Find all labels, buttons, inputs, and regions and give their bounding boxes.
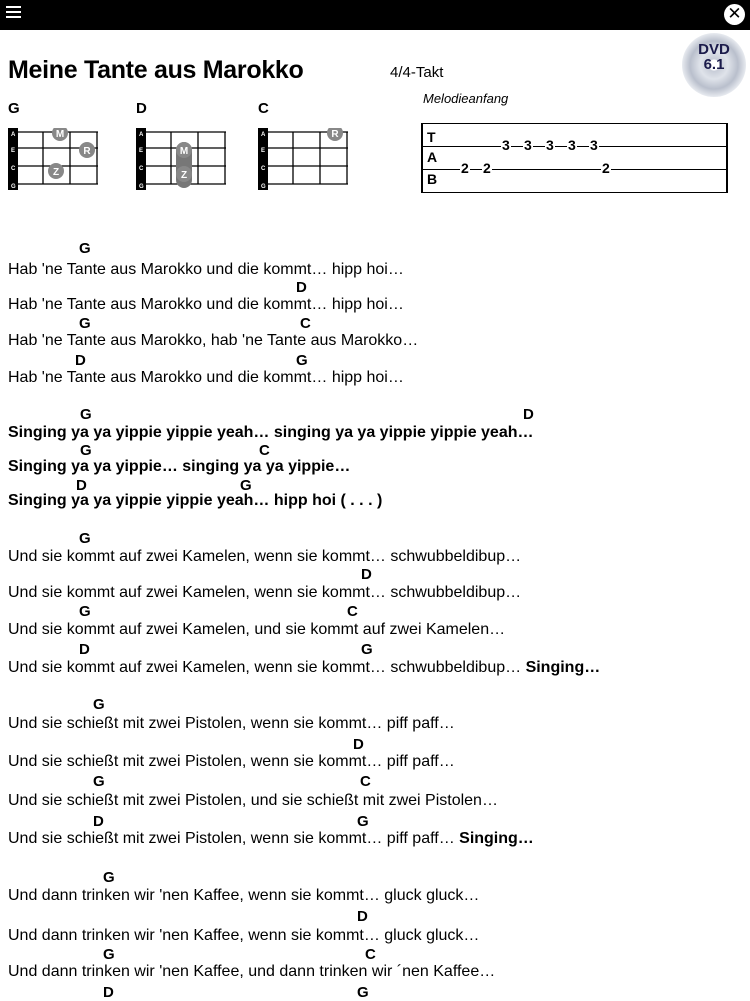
lyric-line: Hab 'ne Tante aus Marokko und die kommt… hipp hoi… [8, 296, 404, 313]
lyric-line: Und sie schießt mit zwei Pistolen, und sie schießt mit zwei Pistolen… [8, 792, 498, 809]
chord-symbol: C [365, 946, 376, 963]
chord-symbol: D [79, 641, 90, 658]
string-label: G [11, 184, 16, 190]
tab-note: 2 [461, 160, 469, 176]
tab-label: A [427, 149, 438, 165]
string-label: G [261, 184, 266, 190]
chord-symbol: D [523, 406, 534, 423]
chord-symbol: D [353, 736, 364, 753]
chord-symbol: G [79, 240, 91, 257]
chord-symbol: G [79, 603, 91, 620]
finger-label: R [83, 146, 91, 157]
chord-symbol: G [80, 406, 92, 423]
chord-symbol: D [361, 566, 372, 583]
string-label: E [139, 148, 144, 154]
finger-label: R [331, 129, 339, 140]
chord-symbol: G [80, 442, 92, 459]
tab-note: 3 [524, 137, 532, 153]
lyric-line: Singing ya ya yippie yippie yeah… singing ya ya yippie yippie yeah… [8, 424, 534, 441]
lyric-text: Und sie kommt auf zwei Kamelen, wenn sie kommt… schwubbeldibup… [8, 659, 522, 676]
chord-symbol: C [300, 315, 311, 332]
chord-symbol: G [103, 869, 115, 886]
chord-symbol: G [79, 315, 91, 332]
chord-symbol: G [357, 813, 369, 830]
fretboard-g [8, 128, 98, 190]
tab-label: B [427, 171, 438, 187]
chord-symbol: D [76, 477, 87, 494]
string-label: C [139, 166, 144, 172]
chord-symbol: G [79, 530, 91, 547]
chord-symbol: G [93, 773, 105, 790]
chord-symbol: G [103, 946, 115, 963]
chord-name-d [136, 100, 147, 118]
string-label: C [11, 166, 16, 172]
lyric-line: Hab 'ne Tante aus Marokko, hab 'ne Tante aus Marokko… [8, 332, 419, 349]
lyric-line [8, 659, 600, 677]
chord-symbol: G [296, 352, 308, 369]
lyric-line: Und sie kommt auf zwei Kamelen, wenn sie kommt… schwubbeldibup… [8, 548, 522, 565]
lyric-line: Singing ya ya yippie yippie yeah… hipp hoi ( . . . ) [8, 492, 383, 509]
chord-symbol: D [357, 908, 368, 925]
tab-note: 3 [546, 137, 554, 153]
chord-symbol: G [357, 984, 369, 1001]
lyric-line: Und dann trinken wir 'nen Kaffee, wenn sie kommt… gluck gluck… [8, 887, 480, 904]
close-button[interactable]: ✕ [724, 4, 745, 25]
string-label: A [11, 132, 16, 138]
chord-label: C [258, 100, 269, 117]
dvd-badge [682, 33, 746, 97]
chord-symbol: G [361, 641, 373, 658]
lyric-line: Und dann trinken wir 'nen Kaffee, wenn sie kommt… gluck gluck… [8, 927, 480, 944]
dvd-label: DVD [698, 41, 730, 58]
string-label: A [139, 132, 144, 138]
lyric-line [8, 830, 534, 848]
chord-name-g [8, 100, 20, 118]
menu-icon[interactable] [6, 6, 21, 21]
lyric-line: Und dann trinken wir 'nen Kaffee, und dann trinken wir ´nen Kaffee… [8, 963, 496, 980]
tab-note: 3 [568, 137, 576, 153]
chord-symbol: D [93, 813, 104, 830]
string-label: E [261, 148, 266, 154]
fretboard-c [258, 128, 348, 190]
melodie-label: Melodieanfang [423, 91, 509, 106]
lyric-line: Und sie schießt mit zwei Pistolen, wenn sie kommt… piff paff… [8, 753, 455, 770]
chord-label: G [8, 100, 20, 117]
string-label: G [139, 184, 144, 190]
chord-symbol: G [240, 477, 252, 494]
lyric-line: Singing ya ya yippie… singing ya ya yippie… [8, 458, 351, 475]
time-signature: 4/4-Takt [390, 64, 444, 81]
string-label: E [11, 148, 16, 154]
lyric-bold-suffix: Singing… [459, 830, 534, 847]
fretboard-d [136, 128, 226, 190]
chord-symbol: D [75, 352, 86, 369]
tab-note: 2 [483, 160, 491, 176]
lyric-bold-suffix: Singing… [525, 659, 601, 676]
tab-note: 3 [502, 137, 510, 153]
finger-label: Z [52, 167, 60, 178]
chord-label: D [136, 100, 147, 117]
lyric-line: Hab 'ne Tante aus Marokko und die kommt… hipp hoi… [8, 369, 404, 386]
chord-symbol: G [93, 696, 105, 713]
finger-label: M [179, 146, 189, 157]
chord-symbol: C [259, 442, 270, 459]
chord-symbol: C [360, 773, 371, 790]
chord-symbol: C [347, 603, 358, 620]
lyric-line: Hab 'ne Tante aus Marokko und die kommt… hipp hoi… [8, 261, 404, 278]
chord-name-c [258, 100, 269, 118]
song-title: Meine Tante aus Marokko [8, 56, 304, 84]
lyric-line: Und sie schießt mit zwei Pistolen, wenn sie kommt… piff paff… [8, 715, 455, 732]
finger-label: M [55, 129, 65, 140]
dvd-number: 6.1 [703, 56, 725, 73]
chord-symbol: D [103, 984, 114, 1001]
lyric-line: Und sie kommt auf zwei Kamelen, und sie kommt auf zwei Kamelen… [8, 621, 506, 638]
tab-note: 3 [590, 137, 598, 153]
tablature [421, 123, 728, 193]
tab-label: T [427, 129, 436, 145]
string-label: A [261, 132, 266, 138]
tab-note: 2 [602, 160, 610, 176]
string-label: C [261, 166, 266, 172]
top-bar [0, 0, 750, 30]
finger-label: Z [180, 170, 188, 181]
chord-symbol: D [296, 279, 307, 296]
lyric-text: Und sie schießt mit zwei Pistolen, wenn sie kommt… piff paff… [8, 830, 455, 847]
lyric-line: Und sie kommt auf zwei Kamelen, wenn sie kommt… schwubbeldibup… [8, 584, 522, 601]
